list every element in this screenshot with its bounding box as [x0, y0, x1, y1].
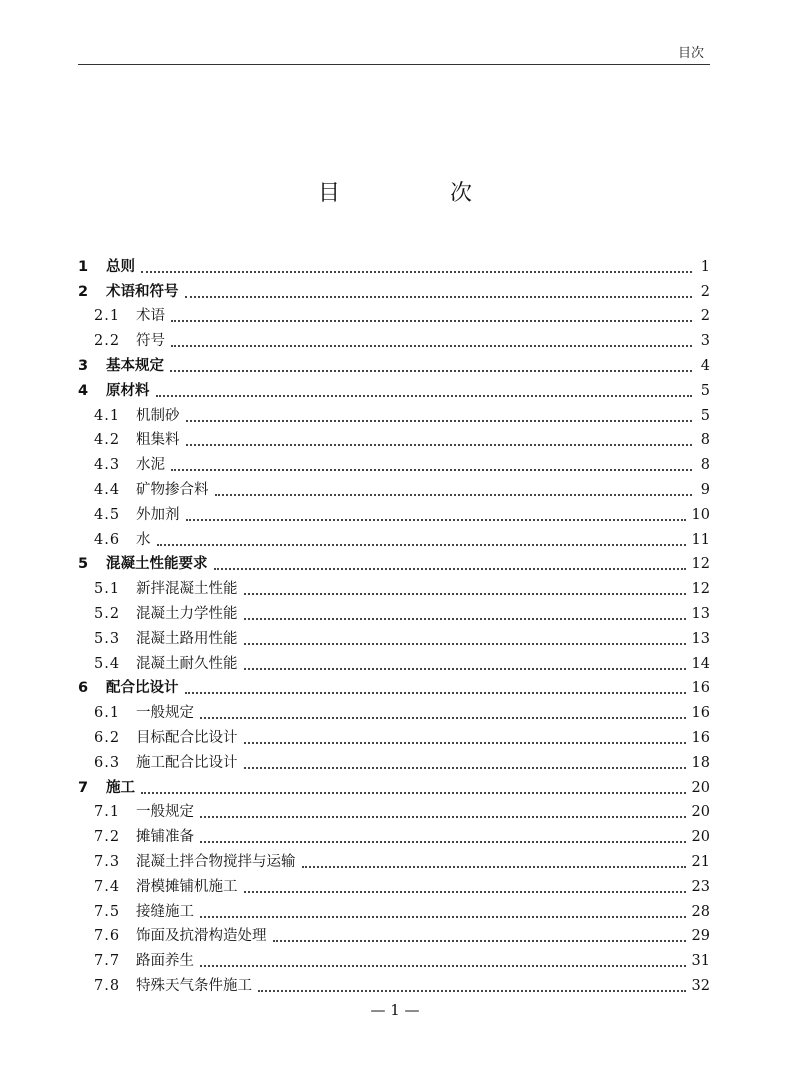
toc-entry-number: 4.1 — [94, 407, 121, 424]
toc-entry-page: 4 — [700, 357, 710, 374]
toc-section-entry[interactable] — [78, 326, 710, 351]
dot-leader — [200, 717, 686, 719]
toc-chapter-entry[interactable] — [78, 351, 710, 376]
dot-leader — [141, 792, 686, 794]
toc-entry-page: 12 — [691, 581, 710, 598]
toc-entry-label: 特殊天气条件施工 — [136, 977, 252, 994]
header-rule — [78, 64, 710, 65]
dot-leader — [244, 618, 686, 620]
toc-entry-page: 14 — [691, 655, 710, 672]
toc-entry-label: 一般规定 — [136, 804, 194, 821]
toc-entry-number: 7.8 — [94, 977, 121, 994]
toc-entry-number: 4.6 — [94, 531, 121, 548]
toc-section-entry[interactable] — [78, 897, 710, 922]
toc-entry-page: 8 — [700, 457, 710, 474]
toc-entry-number: 5.2 — [94, 605, 121, 622]
toc-entry-page: 9 — [700, 481, 710, 498]
toc-chapter-entry[interactable] — [78, 277, 710, 302]
toc-entry-page: 11 — [691, 531, 710, 548]
toc-entry-label: 基本规定 — [106, 357, 164, 374]
toc-entry-number: 5.4 — [94, 655, 121, 672]
toc-entry-label: 矿物掺合料 — [136, 481, 209, 498]
toc-section-entry[interactable] — [78, 401, 710, 426]
toc-entry-page: 32 — [691, 977, 710, 994]
toc-section-entry[interactable] — [78, 872, 710, 897]
toc-entry-number: 4 — [78, 382, 89, 399]
toc-entry-label: 水泥 — [136, 457, 165, 474]
dot-leader — [244, 668, 686, 670]
dot-leader — [244, 891, 686, 893]
toc-entry-number: 7.5 — [94, 903, 121, 920]
toc-entry-label: 接缝施工 — [136, 903, 194, 920]
toc-entry-page: 13 — [691, 630, 710, 647]
toc-entry-label: 目标配合比设计 — [136, 729, 238, 746]
toc-chapter-entry[interactable] — [78, 674, 710, 699]
toc-section-entry[interactable] — [78, 946, 710, 971]
dot-leader — [215, 494, 693, 496]
dot-leader — [200, 916, 686, 918]
toc-section-entry[interactable] — [78, 574, 710, 599]
toc-entry-number: 2.1 — [94, 308, 121, 325]
toc-section-entry[interactable] — [78, 723, 710, 748]
toc-entry-label: 饰面及抗滑构造处理 — [136, 928, 267, 945]
toc-entry-label: 混凝土路用性能 — [136, 630, 238, 647]
dot-leader — [258, 990, 686, 992]
toc-entry-page: 28 — [691, 903, 710, 920]
toc-entry-label: 外加剂 — [136, 506, 180, 523]
toc-entry-number: 5.3 — [94, 630, 121, 647]
toc-chapter-entry[interactable] — [78, 550, 710, 575]
toc-entry-number: 6 — [78, 680, 89, 697]
toc-entry-number: 5.1 — [94, 581, 121, 598]
toc-entry-number: 7.2 — [94, 829, 121, 846]
toc-entry-page: 8 — [700, 432, 710, 449]
toc-entry-page: 20 — [691, 779, 710, 796]
toc-entry-label: 混凝土力学性能 — [136, 605, 238, 622]
toc-entry-label: 总则 — [106, 258, 135, 275]
toc-entry-number: 4.3 — [94, 457, 121, 474]
toc-entry-page: 29 — [691, 928, 710, 945]
toc-entry-number: 1 — [78, 258, 89, 275]
toc-entry-page: 12 — [691, 556, 710, 573]
toc-entry-number: 6.3 — [94, 754, 121, 771]
toc-entry-label: 术语和符号 — [106, 283, 179, 300]
toc-entry-page: 2 — [700, 283, 710, 300]
dot-leader — [244, 643, 686, 645]
toc-entry-label: 摊铺准备 — [136, 829, 194, 846]
toc-section-entry[interactable] — [78, 624, 710, 649]
dot-leader — [200, 841, 686, 843]
dot-leader — [244, 593, 686, 595]
toc-entry-number: 7.4 — [94, 878, 121, 895]
toc-entry-page: 5 — [700, 407, 710, 424]
dot-leader — [170, 370, 692, 372]
toc-entry-label: 机制砂 — [136, 407, 180, 424]
toc-section-entry[interactable] — [78, 798, 710, 823]
toc-entry-page: 13 — [691, 605, 710, 622]
toc-entry-label: 新拌混凝土性能 — [136, 581, 238, 598]
toc-section-entry[interactable] — [78, 599, 710, 624]
toc-entry-page: 16 — [691, 705, 710, 722]
toc-section-entry[interactable] — [78, 302, 710, 327]
page-title: 目 次 — [317, 181, 516, 206]
toc-entry-page: 31 — [691, 953, 710, 970]
dot-leader — [171, 469, 692, 471]
toc-entry-page: 10 — [691, 506, 710, 523]
toc-section-entry[interactable] — [78, 500, 710, 525]
dot-leader — [185, 296, 693, 298]
dot-leader — [171, 345, 692, 347]
toc-entry-label: 粗集料 — [136, 432, 180, 449]
toc-section-entry[interactable] — [78, 525, 710, 550]
toc-entry-number: 7.1 — [94, 804, 121, 821]
toc-entry-label: 施工配合比设计 — [136, 754, 238, 771]
dot-leader — [171, 320, 692, 322]
toc-entry-label: 原材料 — [106, 382, 150, 399]
toc-entry-page: 2 — [700, 308, 710, 325]
toc-section-entry[interactable] — [78, 847, 710, 872]
toc-chapter-entry[interactable] — [78, 773, 710, 798]
dot-leader — [302, 866, 686, 868]
toc-entry-page: 5 — [700, 382, 710, 399]
toc-entry-number: 7.6 — [94, 928, 121, 945]
dot-leader — [185, 692, 686, 694]
toc-chapter-entry[interactable] — [78, 376, 710, 401]
toc-entry-page: 3 — [700, 333, 710, 350]
toc-section-entry[interactable] — [78, 922, 710, 947]
table-of-contents — [78, 252, 710, 996]
toc-entry-page: 20 — [691, 804, 710, 821]
toc-section-entry[interactable] — [78, 822, 710, 847]
page-number: — 1 — — [370, 1001, 420, 1019]
toc-entry-label: 混凝土拌合物搅拌与运输 — [136, 853, 296, 870]
toc-entry-label: 符号 — [136, 333, 165, 350]
toc-entry-number: 7.3 — [94, 853, 121, 870]
toc-entry-number: 4.5 — [94, 506, 121, 523]
toc-entry-number: 2 — [78, 283, 89, 300]
dot-leader — [186, 519, 686, 521]
running-header: 目次 — [677, 46, 704, 61]
toc-entry-page: 20 — [691, 829, 710, 846]
toc-entry-label: 施工 — [106, 779, 135, 796]
dot-leader — [244, 742, 686, 744]
toc-section-entry[interactable] — [78, 450, 710, 475]
toc-entry-label: 滑模摊铺机施工 — [136, 878, 238, 895]
toc-entry-number: 2.2 — [94, 333, 121, 350]
toc-entry-label: 术语 — [136, 308, 165, 325]
dot-leader — [200, 965, 686, 967]
toc-entry-number: 6.1 — [94, 705, 121, 722]
toc-entry-label: 混凝土性能要求 — [106, 556, 208, 573]
dot-leader — [186, 420, 693, 422]
dot-leader — [244, 767, 686, 769]
toc-chapter-entry[interactable] — [78, 252, 710, 277]
toc-entry-page: 1 — [700, 258, 710, 275]
dot-leader — [273, 940, 686, 942]
toc-section-entry[interactable] — [78, 971, 710, 996]
toc-section-entry[interactable] — [78, 649, 710, 674]
toc-entry-page: 16 — [691, 680, 710, 697]
toc-entry-number: 4.4 — [94, 481, 121, 498]
toc-entry-number: 5 — [78, 556, 89, 573]
toc-entry-number: 3 — [78, 357, 89, 374]
dot-leader — [186, 444, 693, 446]
dot-leader — [157, 544, 686, 546]
toc-section-entry[interactable] — [78, 475, 710, 500]
toc-section-entry[interactable] — [78, 426, 710, 451]
toc-entry-label: 混凝土耐久性能 — [136, 655, 238, 672]
toc-entry-label: 配合比设计 — [106, 680, 179, 697]
dot-leader — [214, 568, 686, 570]
dot-leader — [200, 816, 686, 818]
toc-entry-number: 7.7 — [94, 953, 121, 970]
dot-leader — [156, 395, 693, 397]
toc-entry-label: 路面养生 — [136, 953, 194, 970]
toc-entry-page: 18 — [691, 754, 710, 771]
toc-section-entry[interactable] — [78, 748, 710, 773]
dot-leader — [141, 271, 692, 273]
toc-entry-page: 23 — [691, 878, 710, 895]
toc-entry-page: 21 — [691, 853, 710, 870]
toc-entry-number: 7 — [78, 779, 89, 796]
toc-entry-page: 16 — [691, 729, 710, 746]
toc-section-entry[interactable] — [78, 698, 710, 723]
toc-entry-label: 一般规定 — [136, 705, 194, 722]
toc-entry-label: 水 — [136, 531, 151, 548]
toc-entry-number: 4.2 — [94, 432, 121, 449]
toc-entry-number: 6.2 — [94, 729, 121, 746]
